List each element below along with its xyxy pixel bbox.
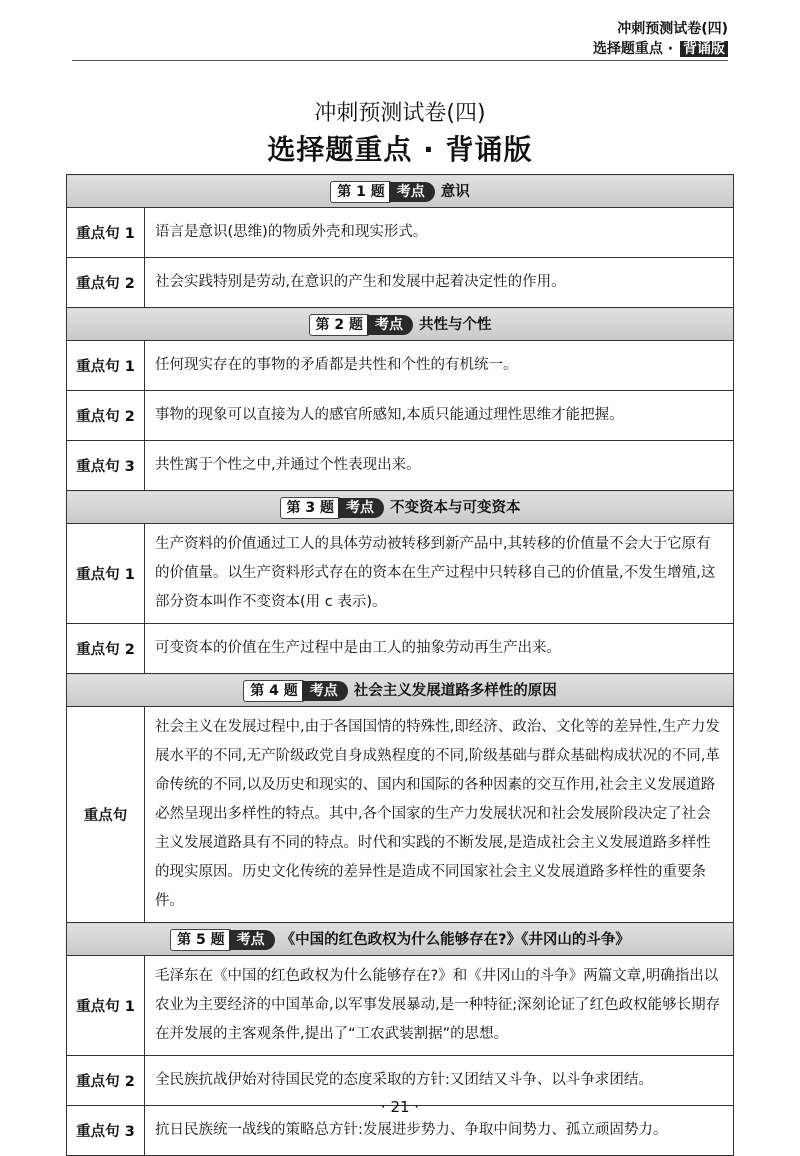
page-title: 冲刺预测试卷(四) (314, 101, 486, 126)
row-text: 共性寓于个性之中,并通过个性表现出来。 (145, 441, 734, 491)
section-header (67, 674, 734, 707)
kaodian-label: 考点 (367, 315, 413, 335)
row-text: 社会实践特别是劳动,在意识的产生和发展中起着决定性的作用。 (145, 258, 734, 308)
section-title: 意识 (440, 183, 470, 200)
row-label: 重点句 1 (67, 208, 145, 258)
question-number: 第 2 题 (309, 314, 371, 336)
row-text: 事物的现象可以直接为人的感官所感知,本质只能通过理性思维才能把握。 (145, 391, 734, 441)
kaodian-label: 考点 (338, 498, 384, 518)
table-row (67, 391, 734, 441)
row-text: 毛泽东在《中国的红色政权为什么能够存在?》和《井冈山的斗争》两篇文章,明确指出以农业为主要经济的中国革命,以军事发展暴动,是一种特征;深刻论证了红色政权能够长期存在并发展的主客观条件,提出了“工农武装割据”的思想。 (145, 956, 734, 1056)
section-header-row (67, 923, 734, 956)
row-label: 重点句 3 (67, 441, 145, 491)
row-label: 重点句 2 (67, 1056, 145, 1106)
page-number: · 21 · (380, 1098, 420, 1116)
row-text: 全民族抗战伊始对待国民党的态度采取的方针:又团结又斗争、以斗争求团结。 (145, 1056, 734, 1106)
row-label: 重点句 2 (67, 258, 145, 308)
section-header-row (67, 491, 734, 524)
running-header-title: 冲刺预测试卷(四) (617, 21, 728, 37)
question-number: 第 1 题 (330, 181, 392, 203)
section-title: 共性与个性 (419, 316, 492, 333)
row-text: 语言是意识(思维)的物质外壳和现实形式。 (145, 208, 734, 258)
row-label: 重点句 1 (67, 341, 145, 391)
row-text: 社会主义在发展过程中,由于各国国情的特殊性,即经济、政治、文化等的差异性,生产力发展水平的不同,无产阶级政党自身成熟程度的不同,阶级基础与群众基础构成状况的不同,革命传统的不同,以及历史和现实的、国内和国际的各种因素的交互作用,社会主义发展道路必然呈现出多样性的特点。其中,各个国家的生产力发展状况和社会发展阶段决定了社会主义发展道路具有不同的特点。时代和实践的不断发展,是造成社会主义发展道路多样性的现实原因。历史文化传统的差异性是造成不同国家社会主义发展道路多样性的重要条件。 (145, 707, 734, 923)
question-number: 第 4 题 (243, 680, 305, 702)
row-label: 重点句 2 (67, 391, 145, 441)
section-header (67, 175, 734, 208)
section-title: 社会主义发展道路多样性的原因 (353, 682, 557, 699)
row-label: 重点句 2 (67, 624, 145, 674)
header-divider (72, 60, 728, 61)
section-header (67, 308, 734, 341)
section-header-row (67, 674, 734, 707)
table-row (67, 956, 734, 1056)
row-text: 生产资料的价值通过工人的具体劳动被转移到新产品中,其转移的价值量不会大于它原有的价值量。以生产资料形式存在的资本在生产过程中只转移自己的价值量,不发生增殖,这部分资本叫作不变资本(用 c 表示)。 (145, 524, 734, 624)
table-row (67, 341, 734, 391)
table-row (67, 208, 734, 258)
table-row (67, 524, 734, 624)
row-text: 抗日民族统一战线的策略总方针:发展进步势力、争取中间势力、孤立顽固势力。 (145, 1106, 734, 1156)
table-row (67, 624, 734, 674)
section-header-row (67, 308, 734, 341)
section-title: 不变资本与可变资本 (390, 499, 521, 516)
row-text: 任何现实存在的事物的矛盾都是共性和个性的有机统一。 (145, 341, 734, 391)
row-text: 可变资本的价值在生产过程中是由工人的抽象劳动再生产出来。 (145, 624, 734, 674)
question-number: 第 3 题 (280, 497, 342, 519)
section-title: 《中国的红色政权为什么能够存在?》《井冈山的斗争》 (280, 931, 630, 948)
row-label: 重点句 1 (67, 524, 145, 624)
kaodian-label: 考点 (229, 930, 275, 950)
running-header-subtitle (593, 38, 728, 58)
section-header-row (67, 175, 734, 208)
table-row (67, 707, 734, 923)
section-header (67, 923, 734, 956)
kaodian-label: 考点 (302, 681, 348, 701)
kaodian-label: 考点 (389, 182, 435, 202)
row-label: 重点句 1 (67, 956, 145, 1056)
table-row (67, 441, 734, 491)
running-header-tag: 背诵版 (680, 41, 728, 57)
key-points-table (66, 174, 734, 1156)
table-row (67, 258, 734, 308)
page-subtitle: 选择题重点 · 背诵版 (267, 133, 533, 166)
running-header-prefix: 选择题重点 · (592, 41, 678, 57)
row-label: 重点句 3 (67, 1106, 145, 1156)
question-number: 第 5 题 (170, 929, 232, 951)
section-header (67, 491, 734, 524)
row-label: 重点句 (67, 707, 145, 923)
